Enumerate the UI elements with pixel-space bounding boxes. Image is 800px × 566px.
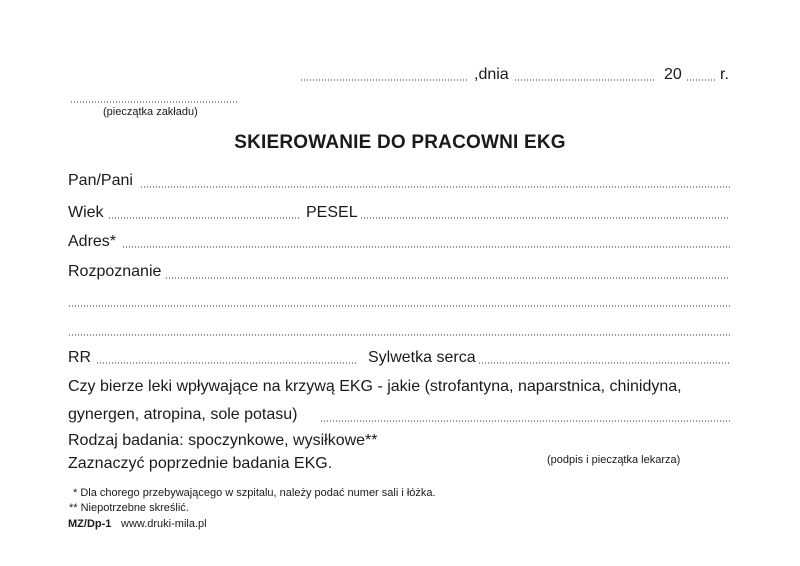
stamp-dotted-line[interactable] [70,101,238,103]
exam-type-label: Rodzaj badania: spoczynkowe, wysiłkowe** [68,432,378,449]
previous-exams-label: Zaznaczyć poprzednie badania EKG. [68,455,333,472]
meds-field[interactable] [320,420,730,422]
form-title: SKIEROWANIE DO PRACOWNI EKG [234,132,566,153]
diagnosis-field-3[interactable] [68,334,730,336]
place-dotted-line[interactable] [300,79,468,81]
year-suffix-label: r. [720,66,729,83]
heart-silhouette-field[interactable] [478,362,730,364]
address-label: Adres* [68,233,117,250]
rr-label: RR [68,349,92,366]
pesel-field[interactable] [360,217,730,219]
diagnosis-field-1[interactable] [165,277,730,279]
year-dotted-line[interactable] [686,79,716,81]
address-field[interactable] [122,246,730,248]
name-field[interactable] [140,186,730,188]
diagnosis-field-2[interactable] [68,305,730,307]
pesel-label: PESEL [306,204,358,221]
age-label: Wiek [68,204,104,221]
publisher-website: www.druki-mila.pl [121,518,207,530]
diagnosis-label: Rozpoznanie [68,263,162,280]
doctor-signature-caption: (podpis i pieczątka lekarza) [547,454,681,466]
meds-question-line1: Czy bierze leki wpływające na krzywą EKG - jakie (strofantyna, naparstnica, chinidyna, [68,378,682,395]
footnote-strike: ** Niepotrzebne skreślić. [69,502,189,514]
form-code: MZ/Dp-1 [68,518,112,530]
footnote-hospital: * Dla chorego przebywającego w szpitalu, należy podać numer sali i łóżka. [73,487,436,499]
name-label: Pan/Pani [68,172,133,189]
rr-field[interactable] [96,362,358,364]
meds-question-line2: gynergen, atropina, sole potasu) [68,406,298,423]
heart-silhouette-label: Sylwetka serca [368,349,476,366]
date-day-label: ,dnia [474,66,509,83]
date-day-dotted-line[interactable] [514,79,656,81]
age-field[interactable] [108,217,300,219]
year-prefix-label: 20 [664,66,682,83]
stamp-caption: (pieczątka zakładu) [103,106,198,118]
